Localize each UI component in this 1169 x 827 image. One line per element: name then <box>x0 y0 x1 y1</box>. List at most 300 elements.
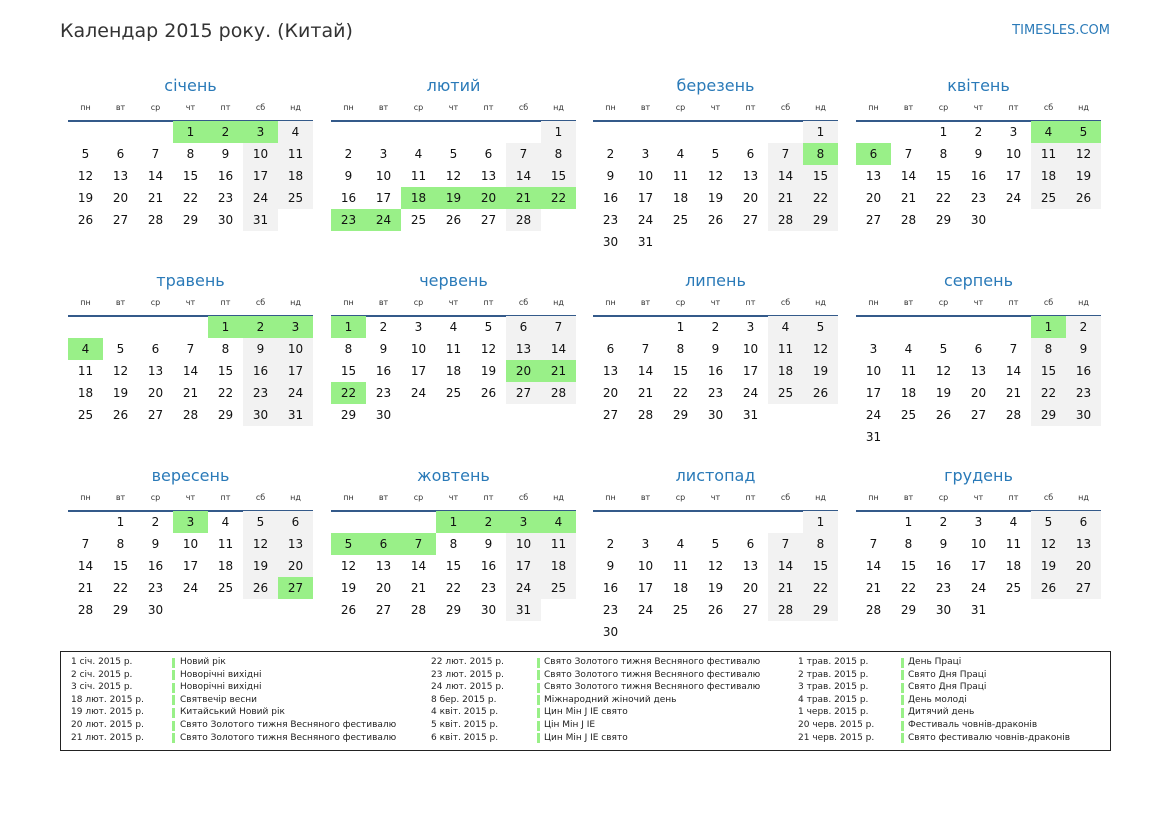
day-cell: 1 <box>541 121 576 143</box>
day-cell: 9 <box>606 559 615 573</box>
day-cell: 24 <box>865 408 882 422</box>
day-cell: 18 <box>672 191 689 205</box>
weekday-label: чт <box>185 493 196 502</box>
day-cell: 9 <box>606 169 615 183</box>
holiday-marker <box>172 658 175 668</box>
day-cell: 27 <box>970 408 987 422</box>
weekday-label: нд <box>815 103 826 112</box>
day-cell: 23 <box>375 386 392 400</box>
weekday-label: вт <box>378 103 389 112</box>
day-cell: 16 <box>707 364 724 378</box>
weekday-label: нд <box>290 298 301 307</box>
day-cell: 5 <box>116 342 125 356</box>
day-cell: 12 <box>445 169 462 183</box>
weekday-label: нд <box>553 493 564 502</box>
day-cell: 12 <box>340 559 357 573</box>
day-cell: 13 <box>865 169 882 183</box>
day-cell: 14 <box>900 169 917 183</box>
day-cell: 27 <box>480 213 497 227</box>
day-cell: 26 <box>480 386 497 400</box>
day-cell: 9 <box>939 537 948 551</box>
day-cell: 5 <box>1031 511 1066 533</box>
day-cell: 3 <box>243 121 278 143</box>
day-cell: 17 <box>637 191 654 205</box>
day-cell: 6 <box>856 143 891 165</box>
day-cell: 15 <box>445 559 462 573</box>
day-cell: 5 <box>711 537 720 551</box>
day-cell: 5 <box>803 316 838 338</box>
day-cell: 29 <box>672 408 689 422</box>
day-cell: 12 <box>1031 533 1066 555</box>
weekday-label: вт <box>640 493 651 502</box>
weekday-label: ср <box>675 298 686 307</box>
day-cell: 7 <box>904 147 913 161</box>
day-cell: 21 <box>182 386 199 400</box>
weekday-label: ср <box>938 298 949 307</box>
month-name: вересень <box>151 466 230 485</box>
day-cell: 10 <box>182 537 199 551</box>
weekday-label: сб <box>518 298 529 307</box>
day-cell: 7 <box>186 342 195 356</box>
weekday-label: вт <box>115 103 126 112</box>
day-cell: 25 <box>77 408 94 422</box>
day-cell: 22 <box>1031 382 1066 404</box>
day-cell: 14 <box>637 364 654 378</box>
day-cell: 16 <box>1066 360 1101 382</box>
day-cell: 23 <box>217 191 234 205</box>
day-cell: 16 <box>935 559 952 573</box>
day-cell: 21 <box>506 187 541 209</box>
day-cell: 26 <box>243 577 278 599</box>
day-cell: 27 <box>375 603 392 617</box>
day-cell: 6 <box>116 147 125 161</box>
day-cell: 23 <box>331 209 366 231</box>
weekday-label: пн <box>605 493 616 502</box>
day-cell: 1 <box>436 511 471 533</box>
weekday-label: вт <box>903 298 914 307</box>
holiday-marker <box>901 733 904 743</box>
day-cell: 12 <box>707 559 724 573</box>
day-cell: 22 <box>935 191 952 205</box>
day-cell: 13 <box>970 364 987 378</box>
day-cell: 21 <box>768 187 803 209</box>
holiday-name: День молоді <box>908 694 967 705</box>
holiday-date: 19 лют. 2015 р. <box>71 707 144 718</box>
day-cell: 14 <box>506 165 541 187</box>
day-cell: 25 <box>768 382 803 404</box>
day-cell: 3 <box>641 537 650 551</box>
weekday-label: чт <box>185 298 196 307</box>
holiday-date: 3 трав. 2015 р. <box>798 682 869 693</box>
day-cell: 14 <box>182 364 199 378</box>
day-cell: 30 <box>480 603 497 617</box>
day-cell: 22 <box>803 187 838 209</box>
holiday-name: Свято Золотого тижня Весняного фестивалю <box>180 720 397 730</box>
holiday-name: Свято Золотого тижня Весняного фестивалю <box>544 669 761 680</box>
weekday-label: вт <box>903 493 914 502</box>
weekday-label: нд <box>815 298 826 307</box>
day-cell: 11 <box>217 537 234 551</box>
day-cell: 23 <box>480 581 497 595</box>
day-cell: 7 <box>768 143 803 165</box>
day-cell: 22 <box>541 187 576 209</box>
weekday-label: вт <box>378 298 389 307</box>
day-cell: 18 <box>445 364 462 378</box>
day-cell: 11 <box>541 533 576 555</box>
holiday-date: 1 черв. 2015 р. <box>798 707 869 718</box>
day-cell: 5 <box>243 511 278 533</box>
day-cell: 15 <box>1031 360 1066 382</box>
day-cell: 14 <box>768 555 803 577</box>
day-cell: 27 <box>278 577 313 599</box>
day-cell: 1 <box>803 121 838 143</box>
day-cell: 12 <box>480 342 497 356</box>
day-cell: 14 <box>77 559 94 573</box>
weekday-label: чт <box>710 493 721 502</box>
day-cell: 9 <box>221 147 230 161</box>
holiday-name: Цин Мін Ј ІЕ свято <box>544 732 628 743</box>
weekday-header <box>68 103 313 115</box>
holiday-name: Цін Мін Ј ІЕ <box>544 720 596 730</box>
day-cell: 5 <box>939 342 948 356</box>
holiday-marker <box>537 695 540 705</box>
day-cell: 3 <box>278 316 313 338</box>
day-cell: 29 <box>900 603 917 617</box>
weekday-label: вт <box>115 493 126 502</box>
day-cell: 17 <box>1005 169 1022 183</box>
day-cell: 2 <box>151 515 160 529</box>
day-cell: 17 <box>410 364 427 378</box>
day-cell: 16 <box>243 360 278 382</box>
holiday-marker <box>537 733 540 743</box>
day-cell: 13 <box>742 169 759 183</box>
day-cell: 29 <box>182 213 199 227</box>
day-cell: 12 <box>112 364 129 378</box>
weekday-label: чт <box>973 493 984 502</box>
day-cell: 17 <box>865 386 882 400</box>
day-cell: 6 <box>746 147 755 161</box>
day-cell: 19 <box>340 581 357 595</box>
day-cell: 19 <box>1066 165 1101 187</box>
holiday-name: Свято Дня Праці <box>908 682 987 693</box>
day-cell: 20 <box>471 187 506 209</box>
weekday-header <box>856 298 1101 310</box>
weekday-label: ср <box>938 103 949 112</box>
day-cell: 8 <box>186 147 195 161</box>
page-title: Календар 2015 року. (Китай) <box>60 20 353 42</box>
weekday-label: сб <box>780 493 791 502</box>
day-cell: 17 <box>970 559 987 573</box>
day-cell: 3 <box>641 147 650 161</box>
day-cell: 24 <box>742 386 759 400</box>
day-cell: 21 <box>147 191 164 205</box>
day-cell: 22 <box>672 386 689 400</box>
day-cell: 26 <box>112 408 129 422</box>
weekday-label: нд <box>1078 298 1089 307</box>
weekday-label: нд <box>1078 103 1089 112</box>
day-cell: 2 <box>606 147 615 161</box>
day-cell: 9 <box>711 342 720 356</box>
day-cell: 26 <box>935 408 952 422</box>
day-cell: 24 <box>637 213 654 227</box>
day-cell: 17 <box>742 364 759 378</box>
day-cell: 18 <box>217 559 234 573</box>
site-link[interactable]: TIMESLES.COM <box>1012 23 1110 38</box>
weekday-label: вт <box>640 103 651 112</box>
day-cell: 14 <box>541 338 576 360</box>
day-cell: 4 <box>278 121 313 143</box>
day-cell: 19 <box>707 581 724 595</box>
weekday-label: вт <box>378 493 389 502</box>
day-cell: 30 <box>147 603 164 617</box>
holiday-name: Дитячий день <box>908 707 975 718</box>
day-cell: 18 <box>77 386 94 400</box>
holiday-date: 21 черв. 2015 р. <box>798 732 875 743</box>
day-cell: 29 <box>1031 404 1066 426</box>
day-cell: 26 <box>1066 187 1101 209</box>
day-cell: 20 <box>278 555 313 577</box>
weekday-label: чт <box>448 493 459 502</box>
day-cell: 29 <box>112 603 129 617</box>
day-cell: 23 <box>970 191 987 205</box>
day-cell: 4 <box>676 147 685 161</box>
weekday-label: пт <box>745 493 756 502</box>
weekday-label: пт <box>220 493 231 502</box>
weekday-label: пт <box>483 298 494 307</box>
day-cell: 8 <box>344 342 353 356</box>
day-cell: 24 <box>410 386 427 400</box>
weekday-label: пт <box>745 103 756 112</box>
day-cell: 17 <box>278 360 313 382</box>
day-cell: 23 <box>602 603 619 617</box>
holiday-date: 5 квіт. 2015 р. <box>431 720 499 730</box>
day-cell: 29 <box>935 213 952 227</box>
weekday-label: нд <box>1078 493 1089 502</box>
day-cell: 22 <box>900 581 917 595</box>
day-cell: 13 <box>278 533 313 555</box>
day-cell: 30 <box>602 625 619 639</box>
day-cell: 13 <box>375 559 392 573</box>
day-cell: 16 <box>375 364 392 378</box>
day-cell: 24 <box>243 187 278 209</box>
holiday-name: Свято Дня Праці <box>908 669 987 680</box>
day-cell: 6 <box>974 342 983 356</box>
day-cell: 25 <box>278 187 313 209</box>
day-cell: 7 <box>81 537 90 551</box>
day-cell: 24 <box>506 577 541 599</box>
weekday-header <box>68 493 313 505</box>
day-cell: 16 <box>602 191 619 205</box>
day-cell: 13 <box>1066 533 1101 555</box>
day-cell: 10 <box>637 559 654 573</box>
day-cell: 24 <box>637 603 654 617</box>
day-cell: 28 <box>865 603 882 617</box>
day-cell: 4 <box>449 320 458 334</box>
holiday-marker <box>172 733 175 743</box>
day-cell: 1 <box>803 511 838 533</box>
day-cell: 9 <box>379 342 388 356</box>
day-cell: 20 <box>506 360 541 382</box>
weekday-header <box>593 298 838 310</box>
day-cell: 3 <box>379 147 388 161</box>
day-cell: 18 <box>900 386 917 400</box>
day-cell: 26 <box>707 213 724 227</box>
holiday-date: 1 січ. 2015 р. <box>71 657 133 667</box>
day-cell: 28 <box>77 603 94 617</box>
month-name: жовтень <box>417 466 490 485</box>
day-cell: 6 <box>506 316 541 338</box>
holiday-marker <box>901 695 904 705</box>
day-cell: 24 <box>182 581 199 595</box>
day-cell: 20 <box>742 581 759 595</box>
holiday-date: 20 лют. 2015 р. <box>71 720 144 730</box>
day-cell: 11 <box>672 169 689 183</box>
day-cell: 18 <box>672 581 689 595</box>
day-cell: 3 <box>173 511 208 533</box>
day-cell: 23 <box>707 386 724 400</box>
day-cell: 31 <box>865 430 882 444</box>
day-cell: 24 <box>366 209 401 231</box>
day-cell: 29 <box>217 408 234 422</box>
weekday-label: чт <box>185 103 196 112</box>
day-cell: 23 <box>147 581 164 595</box>
day-cell: 25 <box>672 603 689 617</box>
day-cell: 27 <box>112 213 129 227</box>
day-cell: 3 <box>746 320 755 334</box>
day-cell: 28 <box>1005 408 1022 422</box>
day-cell: 6 <box>606 342 615 356</box>
day-cell: 24 <box>278 382 313 404</box>
holiday-marker <box>537 683 540 693</box>
day-cell: 3 <box>1009 125 1018 139</box>
month-name: травень <box>156 271 225 290</box>
weekday-header <box>331 493 576 505</box>
day-cell: 26 <box>803 382 838 404</box>
day-cell: 30 <box>970 213 987 227</box>
day-cell: 21 <box>541 360 576 382</box>
day-cell: 16 <box>217 169 234 183</box>
day-cell: 25 <box>410 213 427 227</box>
holiday-name: Новий рік <box>180 657 226 667</box>
day-cell: 22 <box>217 386 234 400</box>
day-cell: 21 <box>768 577 803 599</box>
day-cell: 10 <box>742 342 759 356</box>
day-cell: 22 <box>803 577 838 599</box>
day-cell: 29 <box>445 603 462 617</box>
day-cell: 8 <box>541 143 576 165</box>
holiday-name: Святвечір весни <box>180 694 258 705</box>
holiday-name: Цин Мін Ј ІЕ свято <box>544 707 628 718</box>
weekday-label: сб <box>1043 493 1054 502</box>
weekday-header <box>68 298 313 310</box>
weekday-label: ср <box>938 493 949 502</box>
day-cell: 26 <box>1031 577 1066 599</box>
day-cell: 1 <box>1031 316 1066 338</box>
weekday-header <box>593 103 838 115</box>
holiday-date: 21 лют. 2015 р. <box>71 732 144 743</box>
day-cell: 18 <box>278 165 313 187</box>
month-name: лютий <box>426 76 481 95</box>
day-cell: 18 <box>1005 559 1022 573</box>
day-cell: 31 <box>637 235 654 249</box>
holiday-marker <box>172 670 175 680</box>
weekday-label: пн <box>868 298 879 307</box>
holiday-date: 4 квіт. 2015 р. <box>431 707 499 718</box>
day-cell: 8 <box>803 143 838 165</box>
weekday-label: ср <box>413 298 424 307</box>
day-cell: 9 <box>344 169 353 183</box>
weekday-label: пт <box>745 298 756 307</box>
day-cell: 10 <box>865 364 882 378</box>
day-cell: 26 <box>707 603 724 617</box>
day-cell: 3 <box>974 515 983 529</box>
weekday-label: ср <box>150 103 161 112</box>
day-cell: 31 <box>970 603 987 617</box>
day-cell: 20 <box>602 386 619 400</box>
day-cell: 6 <box>484 147 493 161</box>
day-cell: 15 <box>672 364 689 378</box>
weekday-label: пн <box>605 298 616 307</box>
day-cell: 15 <box>112 559 129 573</box>
day-cell: 22 <box>331 382 366 404</box>
day-cell: 28 <box>541 382 576 404</box>
month-name: квітень <box>947 76 1010 95</box>
holiday-marker <box>537 721 540 731</box>
weekday-label: пт <box>1008 493 1019 502</box>
holiday-name: Фестиваль човнів-драконів <box>908 720 1038 730</box>
holiday-name: День Праці <box>908 657 962 667</box>
day-cell: 27 <box>602 408 619 422</box>
day-cell: 15 <box>803 555 838 577</box>
day-cell: 4 <box>676 537 685 551</box>
month-name: серпень <box>944 271 1013 290</box>
day-cell: 19 <box>243 555 278 577</box>
day-cell: 12 <box>1066 143 1101 165</box>
day-cell: 4 <box>414 147 423 161</box>
weekday-label: чт <box>973 298 984 307</box>
weekday-label: ср <box>413 493 424 502</box>
holiday-marker <box>172 721 175 731</box>
day-cell: 10 <box>243 143 278 165</box>
day-cell: 25 <box>1031 187 1066 209</box>
day-cell: 25 <box>541 577 576 599</box>
day-cell: 17 <box>182 559 199 573</box>
day-cell: 14 <box>410 559 427 573</box>
day-cell: 31 <box>243 209 278 231</box>
weekday-label: нд <box>553 103 564 112</box>
day-cell: 7 <box>869 537 878 551</box>
day-cell: 21 <box>1005 386 1022 400</box>
day-cell: 8 <box>676 342 685 356</box>
day-cell: 20 <box>375 581 392 595</box>
weekday-label: вт <box>903 103 914 112</box>
day-cell: 2 <box>711 320 720 334</box>
day-cell: 24 <box>970 581 987 595</box>
day-cell: 11 <box>278 143 313 165</box>
holiday-marker <box>901 708 904 718</box>
day-cell: 23 <box>602 213 619 227</box>
day-cell: 3 <box>414 320 423 334</box>
day-cell: 30 <box>243 404 278 426</box>
weekday-label: пт <box>1008 103 1019 112</box>
day-cell: 15 <box>182 169 199 183</box>
day-cell: 17 <box>637 581 654 595</box>
holiday-name: Свято Золотого тижня Весняного фестивалю <box>544 682 761 693</box>
weekday-label: чт <box>710 103 721 112</box>
day-cell: 27 <box>742 213 759 227</box>
day-cell: 30 <box>935 603 952 617</box>
day-cell: 12 <box>803 338 838 360</box>
